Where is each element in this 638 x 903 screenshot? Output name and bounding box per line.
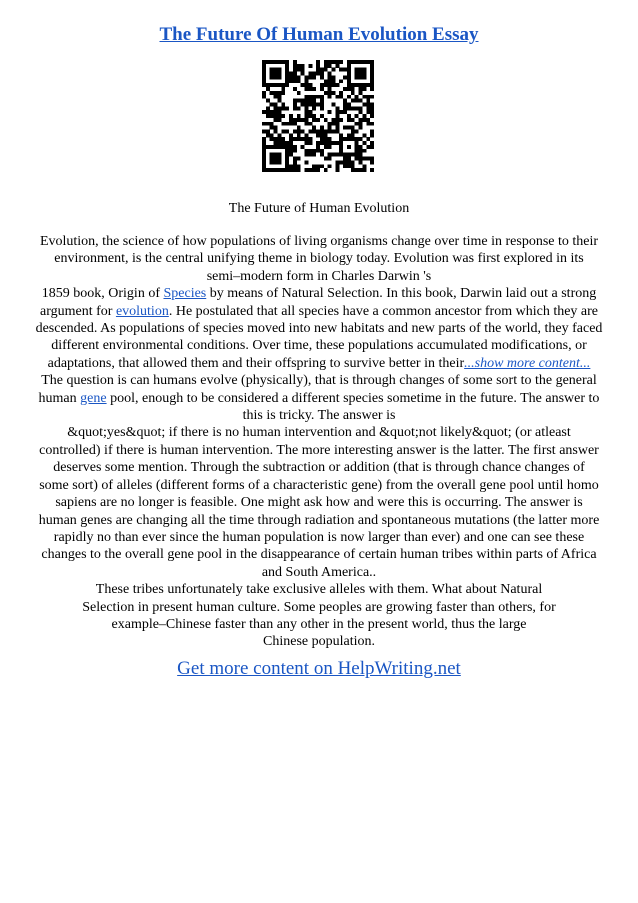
essay-text: adaptations, that allowed them and their offspring to survive better in their — [47, 355, 465, 371]
essay-line — [2, 581, 636, 598]
qr-code-icon — [262, 60, 374, 172]
essay-text: some sort) of alleles (different forms of a characteristic gene) from the overall gene pool until homo — [39, 477, 599, 493]
essay-body — [2, 233, 636, 651]
show-more-link[interactable]: ...show more content... — [464, 355, 591, 371]
essay-text: different environmental conditions. Over time, these populations accumulated modifications, or — [51, 338, 587, 354]
essay-text: example–Chinese faster than any other in the present world, thus the large — [111, 616, 527, 632]
essay-line — [2, 459, 636, 476]
essay-text: and South America.. — [261, 564, 377, 580]
essay-text: pool, enough to be considered a different species sometime in the future. The answer to — [106, 390, 600, 406]
keyword-link[interactable]: gene — [80, 390, 107, 406]
keyword-link[interactable]: Species — [163, 286, 207, 302]
essay-text: Selection in present human culture. Some peoples are growing faster than others, for — [82, 599, 556, 615]
essay-line — [2, 233, 636, 250]
essay-line — [2, 442, 636, 459]
essay-text: human — [38, 390, 81, 406]
essay-text: Chinese population. — [263, 634, 375, 650]
essay-line — [2, 633, 636, 650]
essay-text: controlled) if there is human intervention. The more interesting answer is the latter. The first answer — [39, 442, 599, 458]
essay-subtitle: The Future of Human Evolution — [228, 201, 410, 216]
essay-text: sapiens are no longer is feasible. One might ask how and were this is occurring. The answer is — [55, 495, 583, 511]
essay-line — [2, 616, 636, 633]
essay-text: environment, is the central unifying theme in biology today. Evolution was first explored in its — [54, 251, 584, 267]
essay-line — [2, 546, 636, 563]
essay-text: this is tricky. The answer is — [242, 408, 396, 424]
essay-line — [2, 494, 636, 511]
essay-text: rapidly no than ever since the human population is now larger than ever) and one can see these — [53, 529, 585, 545]
essay-line — [2, 320, 636, 337]
essay-text: These tribes unfortunately take exclusive alleles with them. What about Natural — [95, 582, 543, 598]
essay-text: human genes are changing all the time through radiation and spontaneous mutations (the latter more — [38, 512, 600, 528]
essay-line — [2, 337, 636, 354]
essay-text: argument for — [39, 303, 116, 319]
essay-text: deserves some mention. Through the subtraction or addition (that is through chance changes of — [53, 460, 585, 476]
essay-text: semi–modern form in Charles Darwin 's — [206, 268, 432, 284]
essay-text: . He postulated that all species have a common ancestor from which they are — [168, 303, 599, 319]
essay-line — [2, 564, 636, 581]
essay-line — [2, 477, 636, 494]
get-more-content-link[interactable]: Get more content on HelpWriting.net — [177, 658, 461, 679]
essay-line — [2, 529, 636, 546]
essay-line — [2, 512, 636, 529]
keyword-link[interactable]: evolution — [115, 303, 169, 319]
essay-line — [2, 390, 636, 407]
essay-text: by means of Natural Selection. In this book, Darwin laid out a strong — [206, 286, 597, 302]
essay-line — [2, 303, 636, 320]
essay-line — [2, 372, 636, 389]
essay-line — [2, 285, 636, 302]
essay-text: 1859 book, Origin of — [41, 286, 164, 302]
document-title[interactable]: The Future Of Human Evolution Essay — [159, 24, 479, 45]
essay-line — [2, 599, 636, 616]
essay-line — [2, 424, 636, 441]
essay-line — [2, 268, 636, 285]
essay-text: changes to the overall gene pool in the disappearance of certain human tribes within parts of Africa — [41, 547, 597, 563]
essay-text: The question is can humans evolve (physically), that is through changes of some sort to the general — [41, 373, 597, 389]
essay-text: Evolution, the science of how populations of living organisms change over time in response to their — [39, 234, 599, 249]
essay-line — [2, 250, 636, 267]
essay-text: &quot;yes&quot; if there is no human intervention and &quot;not likely&quot; (or atleast — [67, 425, 571, 441]
essay-line — [2, 355, 636, 372]
essay-text: descended. As populations of species moved into new habitats and new parts of the world, they faced — [35, 321, 603, 337]
essay-line — [2, 407, 636, 424]
